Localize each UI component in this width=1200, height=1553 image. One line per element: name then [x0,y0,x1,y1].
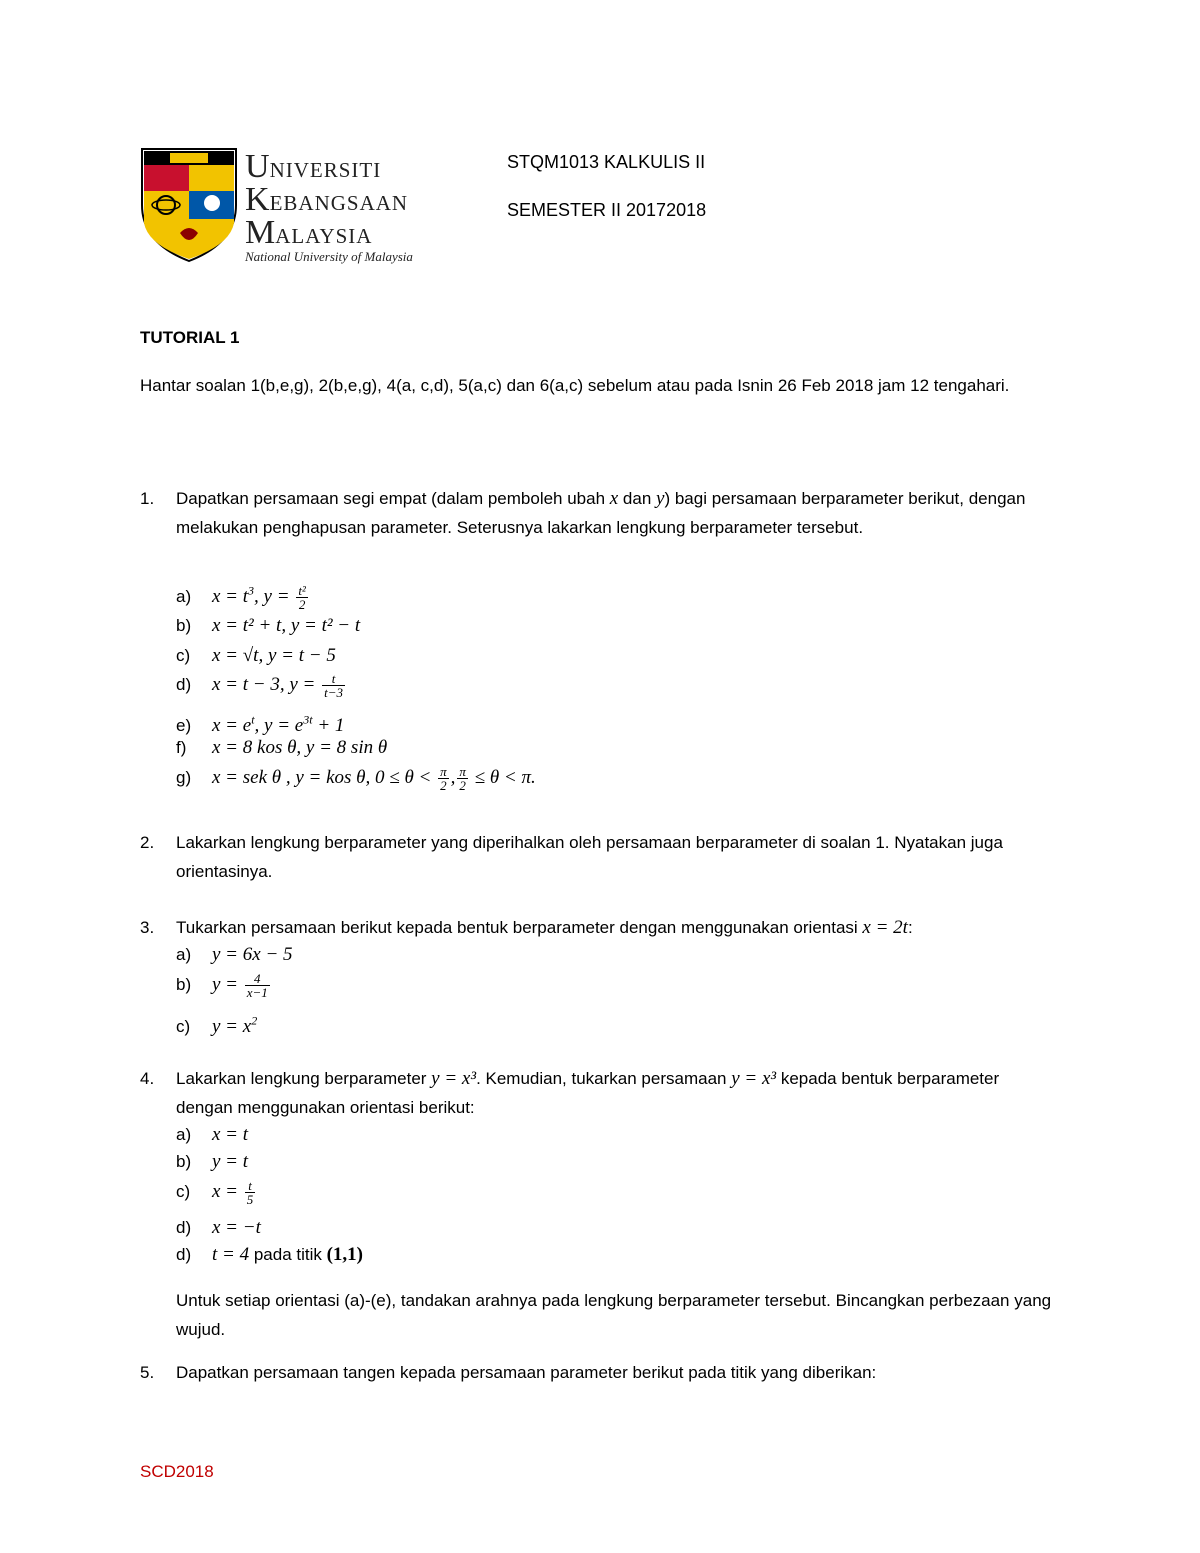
question-5: 5. Dapatkan persamaan tangen kepada persamaan parameter berikut pada titik yang diberikan: [140,1363,877,1382]
university-name: UNIVERSITI KEBANGSAAN MALAYSIA National University of Malaysia [245,148,413,264]
q4-item-d: d) x = −t [176,1217,261,1238]
question-number: 1. [140,489,155,508]
tutorial-title: TUTORIAL 1 [140,328,240,347]
q3-item-c: c) $y = x^2$ [176,1014,258,1038]
q1-item-b: b) x = t² + t, y = t² − t [176,615,361,636]
course-title: STQM1013 KALKULIS II [507,152,706,172]
q3-item-a: a) y = 6x − 5 [176,944,293,965]
q4-item-b: b) y = t [176,1151,249,1172]
university-subtitle: National University of Malaysia [245,249,413,264]
q1-item-g: g) x = sek θ , y = kos θ, 0 ≤ θ < $\frac{\pi}{2}$ , $\frac{\pi}{2}$ ≤ θ < π. [176,764,536,794]
footer-code: SCD2018 [140,1462,214,1481]
q3-item-b: b) y = $\frac{4}{x-1}$ [176,971,268,1001]
question-2: 2. Lakarkan lengkung berparameter yang diperihalkan oleh persamaan berparameter di soalan 1. Nyatakan juga orientasinya. [140,833,1003,881]
q1-item-d: d) x = t − 3, y = $\frac{t}{t-3}$ [176,671,343,701]
q1-item-f: f) x = 8 kos θ, y = 8 sin θ [176,737,388,758]
question-1 [140,484,1060,542]
submission-instructions: Hantar soalan 1(b,e,g), 2(b,e,g), 4(a, c,d), 5(a,c) dan 6(a,c) sebelum atau pada Isnin 26 Feb 2018 jam 12 tengahari. [140,376,1010,395]
q4-item-e: d) t = 4 pada titik (1,1) [176,1244,364,1265]
question-text: Dapatkan persamaan segi empat (dalam pemboleh ubah x dan y) bagi persamaan berparameter berikut, dengan melakukan penghapusan parameter. Seterusnya lakarkan lengkung berparameter tersebut. [176,488,1026,537]
q4-item-a: a) x = t [176,1124,249,1145]
question-3: 3. Tukarkan persamaan berikut kepada bentuk berparameter dengan menggunakan orientasi x = 2t: [140,917,913,938]
q4-item-c: c) x = $\frac{t}{5}$ [176,1178,254,1208]
semester-label: SEMESTER II 20172018 [507,200,707,220]
q1-item-e: e) $x = e^t$, $y = e^{3t} + 1$ [176,713,345,737]
q1-item-c: c) x = √t, y = t − 5 [176,645,336,666]
question-4: 4. Lakarkan lengkung berparameter y = x³. Kemudian, tukarkan persamaan y = x³ kepada bentuk berparameter dengan menggunakan orientasi berikut: [140,1068,1000,1117]
university-crest-icon [140,143,240,263]
q1-item-a: a) $x = t^3$, y = $\frac{\text{t²}}{2}$ [176,583,306,613]
q4-note: Untuk setiap orientasi (a)-(e), tandakan arahnya pada lengkung berparameter tersebut. Bincangkan perbezaan yang wujud. [176,1291,1052,1339]
